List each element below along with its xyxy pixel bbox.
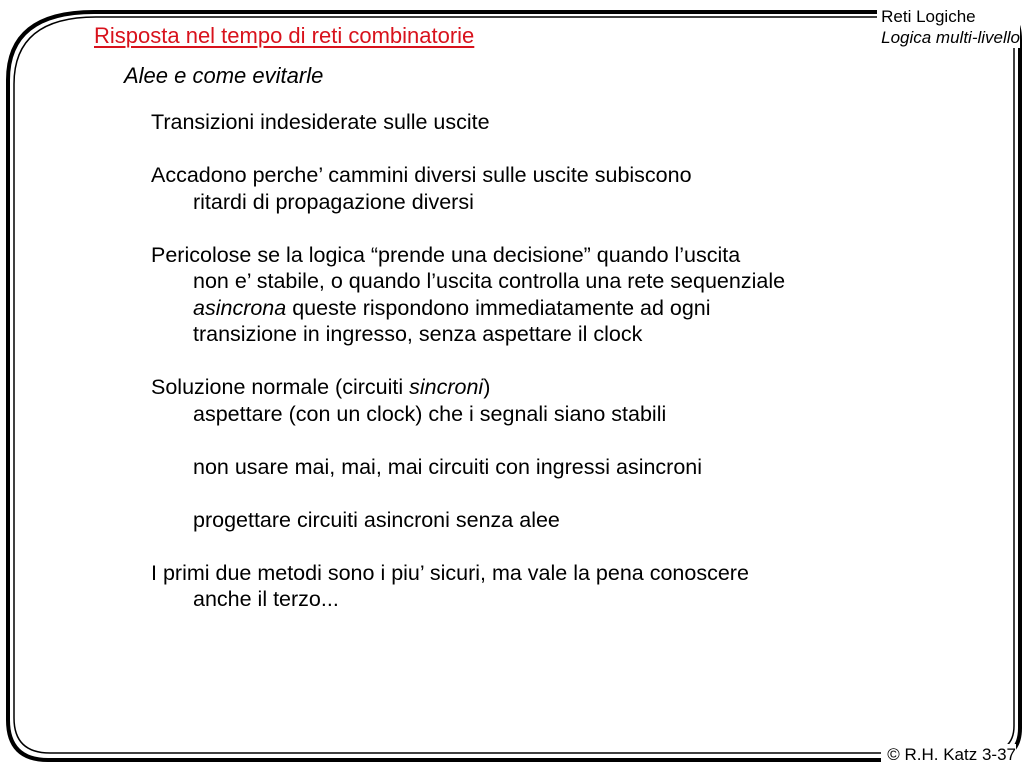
solution-post: ) bbox=[483, 375, 491, 399]
solution-pre: Soluzione normale (circuiti bbox=[151, 375, 410, 399]
sub-bullet-never-async: non usare mai, mai, mai circuiti con ingressi asincroni bbox=[193, 454, 703, 479]
slide-subtitle: Alee e come evitarle bbox=[124, 63, 324, 88]
bullet-dangerous-line3 bbox=[151, 295, 991, 322]
bullet-dangerous-line1: Pericolose se la logica “prende una decisione” quando l’uscita bbox=[151, 242, 741, 267]
slide-body bbox=[151, 109, 991, 613]
course-name: Reti Logiche bbox=[881, 7, 976, 26]
emphasis-sincroni: sincroni bbox=[409, 375, 484, 399]
emphasis-asincrona: asincrona bbox=[193, 295, 287, 320]
bullet-dangerous-line2: non e’ stabile, o quando l’uscita controlla una rete sequenziale bbox=[193, 269, 786, 293]
bullet-dangerous-line3-rest: queste rispondono immediatamente ad ogni bbox=[286, 295, 711, 320]
slide-title: Risposta nel tempo di reti combinatorie bbox=[94, 23, 475, 48]
bullet-conclusion-line2: anche il terzo... bbox=[193, 587, 339, 611]
sub-bullet-wait-clock: aspettare (con un clock) che i segnali siano stabili bbox=[193, 401, 667, 426]
bullet-solution-line1 bbox=[151, 374, 991, 401]
bullet-causes-line1: Accadono perche’ cammini diversi sulle uscite subiscono bbox=[151, 163, 692, 187]
section-name: Logica multi-livello bbox=[881, 28, 1020, 47]
bullet-transitions: Transizioni indesiderate sulle uscite bbox=[151, 110, 490, 134]
bullet-causes-line2: ritardi di propagazione diversi bbox=[193, 189, 474, 214]
sub-bullet-design-hazard-free: progettare circuiti asincroni senza alee bbox=[193, 507, 560, 532]
header-course-info bbox=[877, 6, 1020, 48]
bullet-conclusion-line1: I primi due metodi sono i piu’ sicuri, ma vale la pena conoscere bbox=[151, 560, 749, 585]
bullet-dangerous-line4: transizione in ingresso, senza aspettare il clock bbox=[193, 322, 643, 346]
footer-copyright: © R.H. Katz 3-37 bbox=[881, 744, 1016, 765]
